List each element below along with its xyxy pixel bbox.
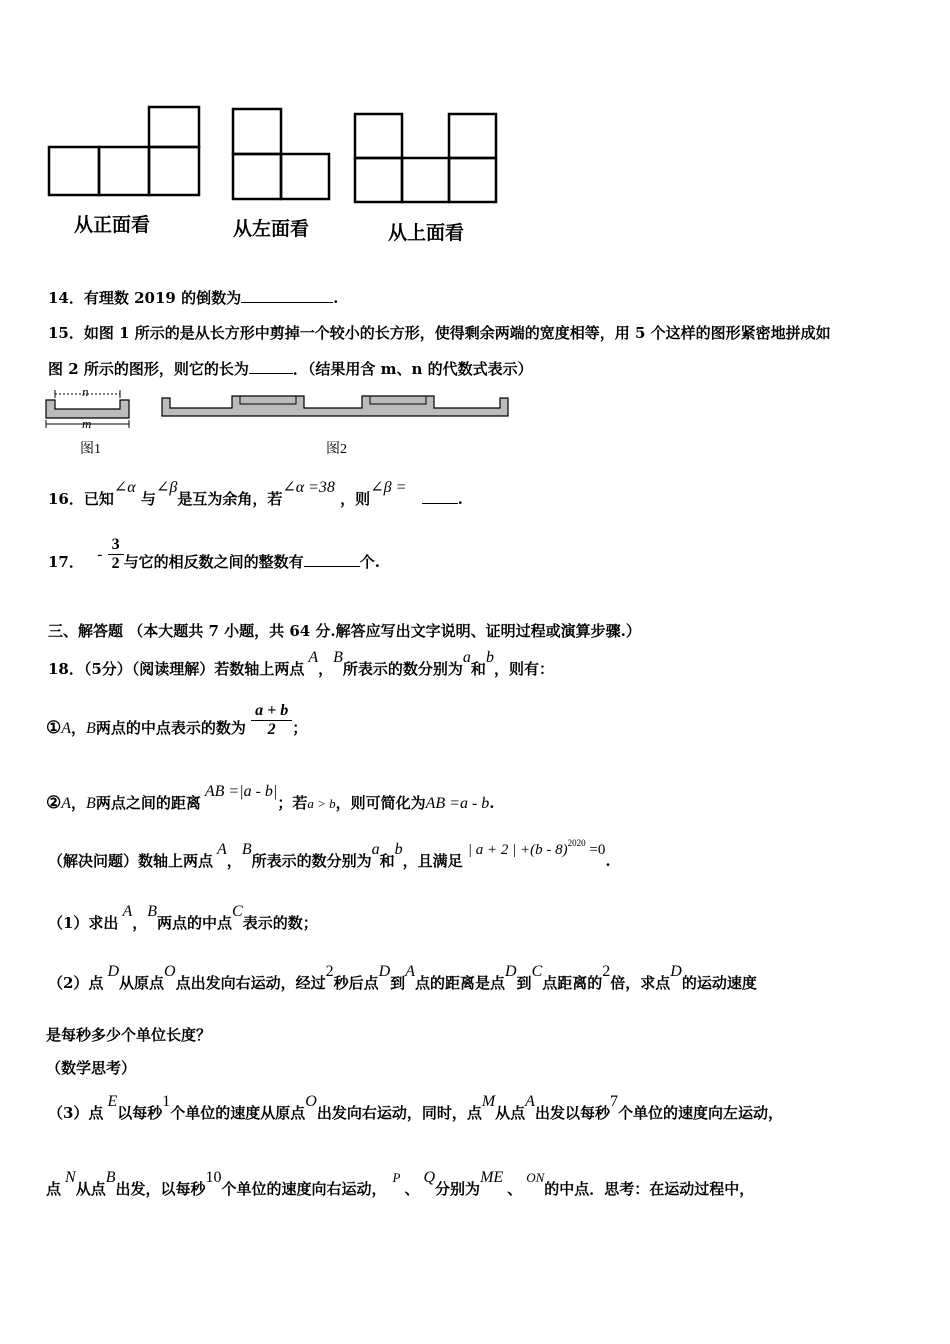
q18-think-heading: （数学思考） [46,1059,137,1077]
q14-text: 14．有理数 2019 的倒数为 [48,289,242,307]
q18-part-3-line1: （3）点E以每秒1个单位的速度从原点O出发向右运动，同时，点M从点A出发以每秒7个单位的速度向左运动， [48,1093,783,1122]
answer-blank[interactable] [304,552,360,567]
q18-part-3-line2: 点N从点B出发，以每秒10个单位的速度向右运动，P、Q分别为ME、ON的中点．思考：在运动过程中， [46,1169,755,1198]
question-16: 16．已知∠α 与∠β是互为余角，若∠α =38 ，则∠β = . [48,479,463,508]
left-view-caption: 从左面看 [233,218,310,240]
condition-equation: | a + 2 | +(b - 8)$^{2020}$ =0 [467,838,606,858]
q15-line1: 15．如图 1 所示的是从长方形中剪掉一个较小的长方形，使得剩余两端的宽度相等，用 5 个这样的图形紧密地拼成如 [48,324,831,342]
top-view-figure [352,111,500,205]
q18-midpoint-rule: ①A，B两点的中点表示的数为 $\frac{a + b}{2}$ ； [46,702,308,738]
answer-blank[interactable] [241,288,333,303]
top-view-caption: 从上面看 [388,222,465,244]
fig1-m-label: m [82,416,92,431]
front-view-caption: 从正面看 [74,214,151,236]
midpoint-fraction: $\frac{a + b}{2}$ [251,702,292,739]
simplified-formula: AB =a - b [425,795,490,812]
answer-blank[interactable] [249,359,293,374]
front-view-figure [46,104,202,198]
figure-2 [158,392,514,418]
distance-formula: AB =|a - b| [204,783,278,800]
angle-beta: ∠β [155,479,178,496]
q18-part-2: （2）点D从原点O点出发向右运动，经过2秒后点D到A点的距离是点D到C点距离的2倍，求点D的运动速度 [48,963,757,992]
q18-distance-rule: ②A，B两点之间的距离AB =|a - b|；若a > b，则可简化为AB =a - b. [46,783,495,813]
figure-1 [42,384,136,432]
q18-part-1: （1）求出A，B两点的中点C表示的数； [48,903,318,932]
fraction-three-halves: $\frac{3}{2}$ [108,536,124,573]
angle-ask: ∠β = [370,479,407,496]
q15-line2: 图 2 所示的图形，则它的长为 ．（结果用含 m、n 的代数式表示） [48,360,533,378]
fig1-caption: 图1 [80,442,101,457]
q18-solve-intro: （解决问题）数轴上两点A，B所表示的数分别为a和b，且满足 | a + 2 | +(b - 8)$^{2020}$ =0. [48,838,611,870]
fig2-caption: 图2 [326,442,347,457]
angle-condition: ∠α =38 [282,479,335,496]
answer-blank[interactable] [422,489,458,504]
section-3-heading: 三、解答题 （本大题共 7 小题，共 64 分.解答应写出文字说明、证明过程或演算步骤.） [48,622,641,640]
q18-intro: 18．（5分）（阅读理解）若数轴上两点A，B所表示的数分别为a和b，则有： [48,649,554,678]
q18-part-2-line2: 是每秒多少个单位长度？ [46,1026,212,1044]
angle-alpha: ∠α [113,479,136,496]
question-14: 14．有理数 2019 的倒数为 . [48,289,339,307]
question-17: 17． - $\frac{3}{2}$ 与它的相反数之间的整数有 个. [48,536,380,572]
fig1-n-label: n [82,384,89,399]
left-view-figure [230,106,334,202]
